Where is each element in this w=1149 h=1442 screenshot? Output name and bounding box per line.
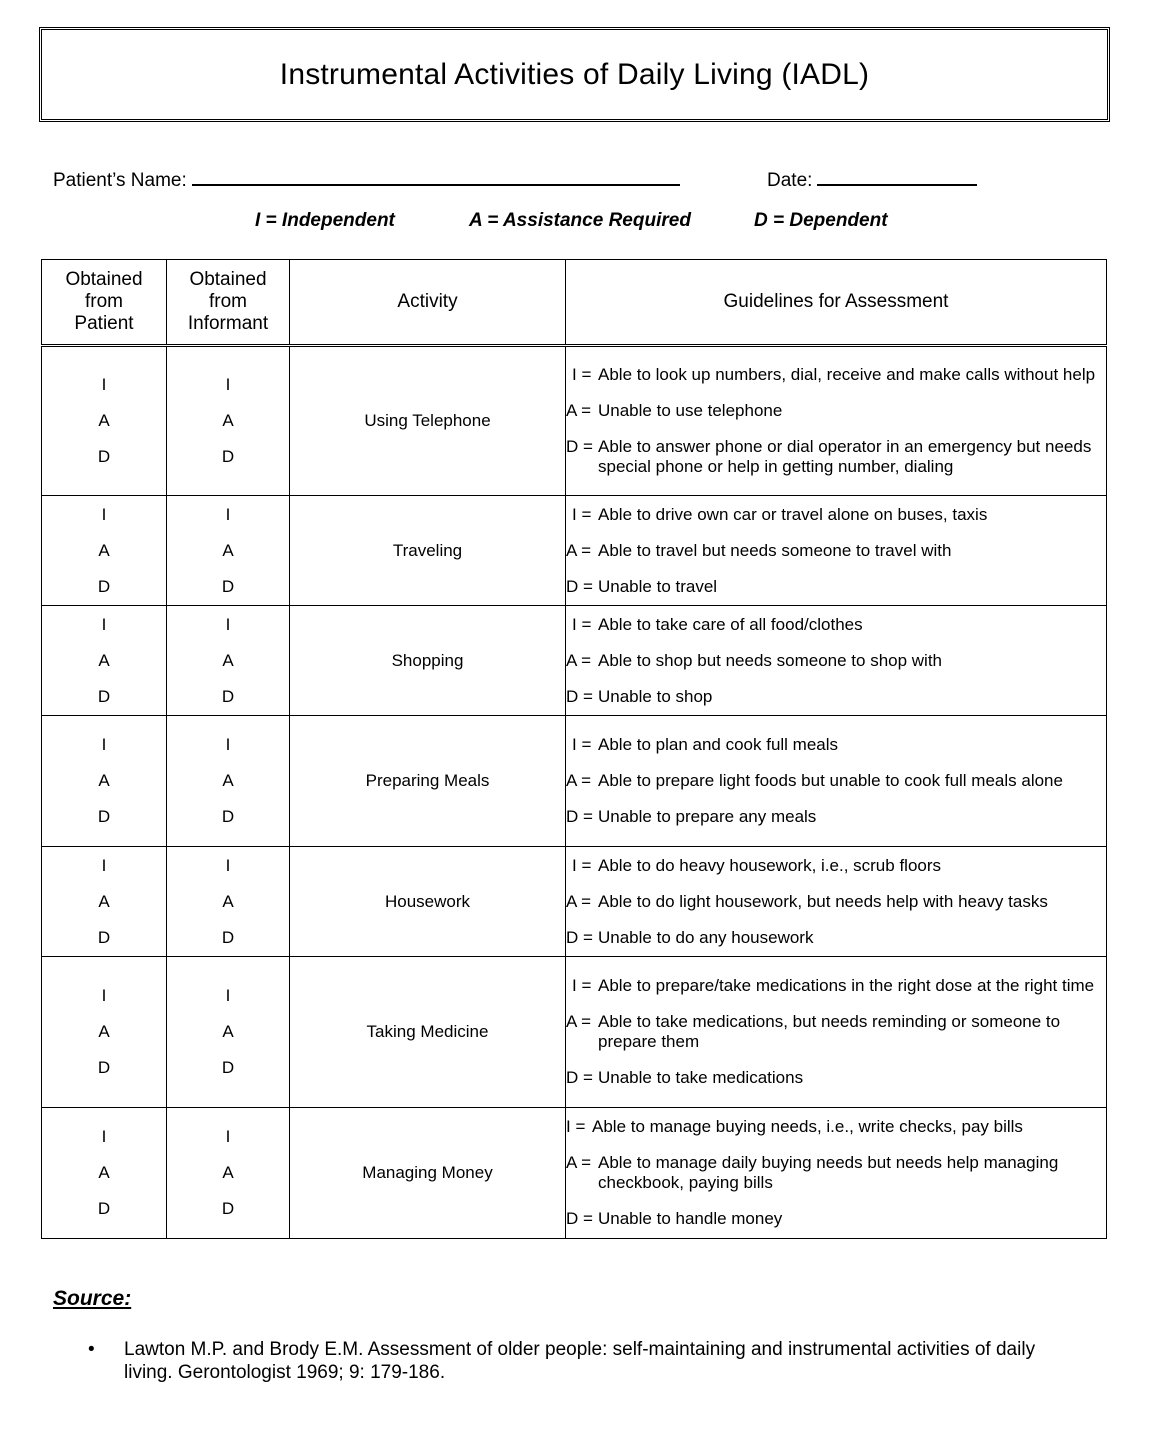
guideline-text: Able to drive own car or travel alone on buses, taxis [598, 504, 988, 524]
guideline-text: Unable to use telephone [598, 401, 783, 420]
informant-code-option[interactable]: D [221, 927, 235, 947]
informant-code-option[interactable]: I [225, 735, 231, 754]
guideline-item [566, 807, 1106, 827]
table-row [42, 957, 1107, 1108]
informant-code-option[interactable]: A [222, 1022, 234, 1041]
guideline-key: I = [572, 365, 592, 384]
guideline-text: Able to plan and cook full meals [598, 735, 839, 754]
informant-code-cell [167, 496, 290, 606]
guideline-item [566, 577, 1106, 597]
informant-code-option[interactable]: A [222, 771, 234, 790]
guidelines-cell [566, 606, 1107, 716]
patient-code-option[interactable]: D [97, 1058, 111, 1077]
guideline-text: Able to travel but needs someone to travel with [598, 540, 952, 560]
guideline-text: Unable to shop [598, 686, 713, 706]
informant-code-option[interactable]: I [225, 375, 231, 394]
header-informant: Obtained from Informant [167, 260, 290, 346]
guideline-item [566, 856, 1106, 876]
informant-code-option[interactable]: I [225, 614, 231, 634]
header-patient: Obtained from Patient [42, 260, 167, 346]
informant-code-cell [167, 847, 290, 957]
guideline-item [566, 687, 1106, 707]
guideline-item [566, 365, 1106, 385]
bullet-icon: • [88, 1339, 95, 1360]
guideline-text: Able to prepare light foods but unable to cook full meals alone [598, 771, 1063, 790]
guidelines-cell [566, 957, 1107, 1108]
guideline-text: Able to do heavy housework, i.e., scrub floors [598, 855, 942, 875]
guidelines-cell [566, 346, 1107, 496]
activity-name: Housework [290, 847, 566, 957]
patient-code-option[interactable]: D [97, 447, 111, 466]
guideline-text: Able to look up numbers, dial, receive and make calls without help [598, 365, 1096, 384]
informant-code-option[interactable]: D [221, 447, 235, 466]
guideline-text: Able to answer phone or dial operator in an emergency but needs special phone or help in getting number, dialing [598, 437, 1092, 476]
informant-code-cell [167, 1108, 290, 1239]
patient-code-option[interactable]: A [98, 891, 110, 911]
guideline-key: I = [566, 1117, 586, 1136]
guideline-item [566, 541, 1106, 561]
patient-code-cell [42, 1108, 167, 1239]
informant-code-option[interactable]: I [225, 986, 231, 1005]
guideline-key: D = [566, 807, 593, 826]
patient-code-option[interactable]: D [97, 576, 111, 596]
activity-name: Using Telephone [290, 346, 566, 496]
informant-code-option[interactable]: A [222, 650, 234, 670]
source-item [88, 1338, 1088, 1384]
guideline-item [566, 976, 1106, 996]
page-title: Instrumental Activities of Daily Living (IADL) [279, 57, 870, 91]
patient-name-label: Patient’s Name: [53, 170, 187, 191]
patient-code-option[interactable]: A [98, 1022, 110, 1041]
guideline-item [566, 771, 1106, 791]
guideline-key: D = [566, 437, 593, 456]
table-row [42, 847, 1107, 957]
guideline-text: Unable to handle money [598, 1209, 783, 1228]
guideline-key: A = [566, 650, 592, 670]
patient-code-option[interactable]: A [98, 540, 110, 560]
patient-code-option[interactable]: D [97, 927, 111, 947]
guideline-key: D = [566, 576, 593, 596]
header-guidelines: Guidelines for Assessment [566, 260, 1107, 346]
patient-code-option[interactable]: I [101, 735, 107, 754]
guideline-key: I = [572, 614, 592, 634]
guideline-item [566, 1209, 1106, 1229]
patient-code-option[interactable]: A [98, 771, 110, 790]
source-heading: Source: [53, 1287, 132, 1310]
informant-code-option[interactable]: A [222, 1163, 234, 1182]
guidelines-cell [566, 496, 1107, 606]
guideline-key: D = [566, 927, 593, 947]
table-header-row [42, 260, 1107, 346]
informant-code-cell [167, 957, 290, 1108]
guideline-item [566, 615, 1106, 635]
guideline-text: Able to take medications, but needs reminding or someone to prepare them [598, 1012, 1061, 1051]
guideline-item [566, 437, 1106, 477]
guideline-text: Unable to take medications [598, 1068, 804, 1087]
patient-code-cell [42, 346, 167, 496]
guideline-key: I = [572, 735, 592, 754]
table-row [42, 346, 1107, 496]
informant-code-option[interactable]: D [221, 686, 235, 706]
informant-code-cell [167, 606, 290, 716]
informant-code-option[interactable]: D [221, 576, 235, 596]
patient-code-option[interactable]: D [97, 1199, 111, 1218]
patient-code-cell [42, 496, 167, 606]
guideline-key: I = [572, 504, 592, 524]
patient-name-field [53, 164, 680, 192]
guideline-item [566, 1153, 1106, 1193]
guidelines-cell [566, 1108, 1107, 1239]
patient-code-option[interactable]: I [101, 504, 107, 524]
source-list [88, 1338, 1088, 1384]
patient-code-option[interactable]: I [101, 614, 107, 634]
guideline-item [566, 1012, 1106, 1052]
guideline-key: A = [566, 771, 592, 790]
guideline-key: D = [566, 1068, 593, 1087]
guideline-text: Able to prepare/take medications in the right dose at the right time [598, 976, 1095, 995]
table-row [42, 716, 1107, 847]
guideline-text: Unable to travel [598, 576, 718, 596]
activity-name: Taking Medicine [290, 957, 566, 1108]
patient-code-option[interactable]: A [98, 650, 110, 670]
guideline-key: I = [572, 976, 592, 995]
informant-code-option[interactable]: I [225, 855, 231, 875]
guideline-key: A = [566, 1012, 592, 1031]
date-field [767, 164, 977, 192]
patient-code-option[interactable]: I [101, 986, 107, 1005]
activity-name: Managing Money [290, 1108, 566, 1239]
header-activity: Activity [290, 260, 566, 346]
table-row [42, 496, 1107, 606]
patient-code-option[interactable]: A [98, 1163, 110, 1182]
informant-code-option[interactable]: A [222, 891, 234, 911]
patient-code-option[interactable]: I [101, 1127, 107, 1146]
title-box [39, 27, 1110, 122]
legend-independent: I = Independent [255, 210, 395, 231]
guideline-text: Able to manage daily buying needs but needs help managing checkbook, paying bills [598, 1153, 1059, 1192]
guideline-text: Unable to prepare any meals [598, 807, 817, 826]
guideline-item [566, 928, 1106, 948]
guideline-item [566, 401, 1106, 421]
informant-code-option[interactable]: D [221, 1199, 235, 1218]
guideline-key: D = [566, 1209, 593, 1228]
guideline-item [566, 1068, 1106, 1088]
patient-code-option[interactable]: I [101, 375, 107, 394]
legend-dependent: D = Dependent [754, 210, 888, 231]
informant-code-option[interactable]: A [222, 540, 234, 560]
guideline-item [566, 735, 1106, 755]
guideline-text: Unable to do any housework [598, 927, 814, 947]
informant-code-option[interactable]: D [221, 1058, 235, 1077]
guideline-key: I = [572, 855, 592, 875]
legend-assistance: A = Assistance Required [469, 210, 691, 231]
guideline-item [566, 505, 1106, 525]
guideline-key: D = [566, 686, 593, 706]
patient-code-cell [42, 606, 167, 716]
patient-code-option[interactable]: A [98, 411, 110, 430]
guideline-text: Able to take care of all food/clothes [598, 614, 863, 634]
source-citation: Lawton M.P. and Brody E.M. Assessment of older people: self-maintaining and instrumental activities of daily living. Gerontologist 1969; 9: 179-186. [124, 1339, 1036, 1383]
patient-name-input[interactable] [192, 164, 680, 186]
guideline-text: Able to do light housework, but needs help with heavy tasks [598, 891, 1048, 911]
date-label: Date: [767, 170, 813, 191]
informant-code-cell [167, 716, 290, 847]
patient-code-option[interactable]: D [97, 686, 111, 706]
informant-code-option[interactable]: D [221, 807, 235, 826]
guideline-key: A = [566, 540, 592, 560]
patient-code-option[interactable]: I [101, 855, 107, 875]
guideline-key: A = [566, 891, 592, 911]
guidelines-cell [566, 716, 1107, 847]
informant-code-option[interactable]: I [225, 504, 231, 524]
activity-name: Traveling [290, 496, 566, 606]
guidelines-cell [566, 847, 1107, 957]
guideline-key: A = [566, 1153, 592, 1172]
patient-code-option[interactable]: D [97, 807, 111, 826]
guideline-key: A = [566, 401, 592, 420]
table-row [42, 606, 1107, 716]
table-row [42, 1108, 1107, 1239]
patient-code-cell [42, 957, 167, 1108]
informant-code-cell [167, 346, 290, 496]
iadl-table [41, 259, 1107, 1239]
informant-code-option[interactable]: I [225, 1127, 231, 1146]
informant-code-option[interactable]: A [222, 411, 234, 430]
guideline-item [566, 651, 1106, 671]
guideline-item [566, 892, 1106, 912]
guideline-text: Able to shop but needs someone to shop with [598, 650, 943, 670]
patient-code-cell [42, 716, 167, 847]
guideline-text: Able to manage buying needs, i.e., write checks, pay bills [592, 1117, 1023, 1136]
patient-code-cell [42, 847, 167, 957]
activity-name: Shopping [290, 606, 566, 716]
activity-name: Preparing Meals [290, 716, 566, 847]
date-input[interactable] [817, 164, 977, 186]
guideline-item [566, 1117, 1106, 1137]
